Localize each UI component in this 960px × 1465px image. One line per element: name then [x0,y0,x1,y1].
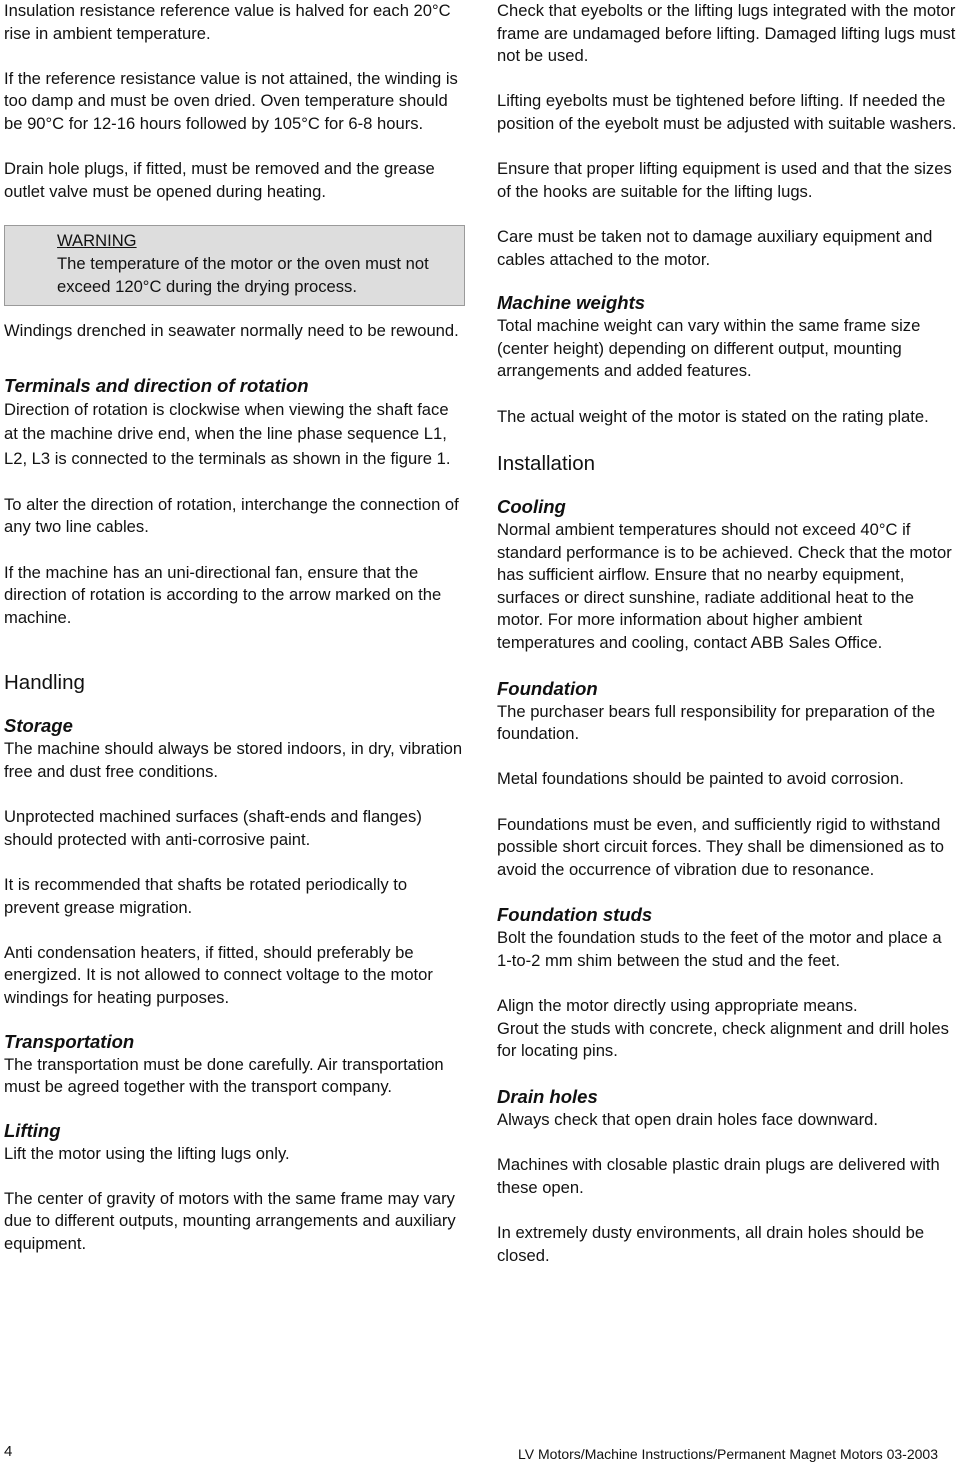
drain-holes-heading: Drain holes [497,1085,598,1107]
warning-text: The temperature of the motor or the oven must not exceed 120°C during the drying process. [57,253,429,296]
warning-title: WARNING [57,231,137,251]
oven-drying-paragraph: If the reference resistance value is not attained, the winding is too damp and must be oven dried. Oven temperature should be 90°C for 12-16 hours followed by 105°C for 6-8 hours. [4,68,458,133]
weights-paragraph-1: Total machine weight can vary within the same frame size (center height) depending on different output, mounting arrangements and added features. [497,316,921,381]
drain-paragraph-1: Always check that open drain holes face downward. [497,1109,878,1129]
handling-heading: Handling [4,671,85,695]
transportation-heading: Transportation [4,1030,135,1052]
eyebolts-tighten-paragraph: Lifting eyebolts must be tightened before lifting. If needed the position of the eyebolt must be adjusted with suitable washers. [497,91,957,133]
foundation-heading: Foundation [497,677,598,699]
right-column [497,0,957,1267]
studs-paragraph-2a: Align the motor directly using appropriate means. [497,996,858,1016]
insulation-paragraph: Insulation resistance reference value is halved for each 20°C rise in ambient temperature. [4,1,451,43]
storage-paragraph-3: It is recommended that shafts be rotated periodically to prevent grease migration. [4,874,408,917]
transportation-paragraph: The transportation must be done carefully. Air transportation must be agreed together with the transport company. [4,1054,444,1097]
terminals-heading: Terminals and direction of rotation [4,374,309,396]
storage-paragraph-4: Anti condensation heaters, if fitted, should preferably be energized. It is not allowed to connect voltage to the motor windings for heating purposes. [4,942,433,1007]
foundation-paragraph-2: Metal foundations should be painted to avoid corrosion. [497,769,904,789]
storage-heading: Storage [4,715,73,737]
lifting-paragraph-1: Lift the motor using the lifting lugs only. [4,1143,290,1163]
foundation-paragraph-3: Foundations must be even, and sufficiently rigid to withstand possible short circuit forces. They shall be dimensioned as to avoid the occurrence of vibration due to resonance. [497,814,945,879]
lifting-heading: Lifting [4,1119,61,1141]
terminals-paragraph-3: If the machine has an uni-directional fan, ensure that the direction of rotation is according to the arrow marked on the machine. [4,562,442,627]
footer-title: LV Motors/Machine Instructions/Permanent Magnet Motors 03-2003 [518,1446,938,1462]
storage-paragraph-1: The machine should always be stored indoors, in dry, vibration free and dust free conditions. [4,739,463,781]
weights-paragraph-2: The actual weight of the motor is stated on the rating plate. [497,406,929,426]
cooling-heading: Cooling [497,496,566,518]
studs-paragraph-1: Bolt the foundation studs to the feet of the motor and place a 1-to-2 mm shim between the stud and the feet. [497,928,942,970]
left-column [4,0,466,1256]
lifting-paragraph-2: The center of gravity of motors with the same frame may vary due to different outputs, mounting arrangements and auxiliary equipment. [4,1188,456,1254]
drain-paragraph-2: Machines with closable plastic drain plugs are delivered with these open. [497,1155,940,1197]
foundation-paragraph-1: The purchaser bears full responsibility for preparation of the foundation. [497,701,936,744]
auxiliary-care-paragraph: Care must be taken not to damage auxiliary equipment and cables attached to the motor. [497,226,933,269]
installation-heading: Installation [497,452,596,476]
studs-paragraph-2b: Grout the studs with concrete, check alignment and drill holes for locating pins. [497,1018,949,1061]
storage-paragraph-2: Unprotected machined surfaces (shaft-ends and flanges) should protected with anti-corrosive paint. [4,807,422,849]
cooling-paragraph: Normal ambient temperatures should not exceed 40°C if standard performance is to be achieved. Check that the motor has sufficient airflow. Ensure that no nearby equipment, surfaces or direct sunshine, radiate additional heat to the motor. For more information about higher ambient temperatures and cooling, contact ABB Sales Office. [497,520,952,653]
terminals-paragraph-2: To alter the direction of rotation, interchange the connection of any two line cables. [4,494,459,537]
drain-plugs-paragraph: Drain hole plugs, if fitted, must be removed and the grease outlet valve must be opened during heating. [4,159,435,201]
foundation-studs-heading: Foundation studs [497,904,653,926]
machine-weights-heading: Machine weights [497,292,646,314]
page-number: 4 [4,1443,13,1460]
seawater-paragraph: Windings drenched in seawater normally need to be rewound. [4,321,459,341]
lifting-equipment-paragraph: Ensure that proper lifting equipment is used and that the sizes of the hooks are suitable for the lifting lugs. [497,159,952,201]
warning-box [4,225,465,306]
terminals-paragraph-1: Direction of rotation is clockwise when viewing the shaft face at the machine drive end, when the line phase sequence L1, L2, L3 is connected to the terminals as shown in the figure 1. [4,399,451,468]
eyebolts-check-paragraph: Check that eyebolts or the lifting lugs integrated with the motor frame are undamaged before lifting. Damaged lifting lugs must not be used. [497,1,956,66]
drain-paragraph-3: In extremely dusty environments, all drain holes should be closed. [497,1222,925,1265]
